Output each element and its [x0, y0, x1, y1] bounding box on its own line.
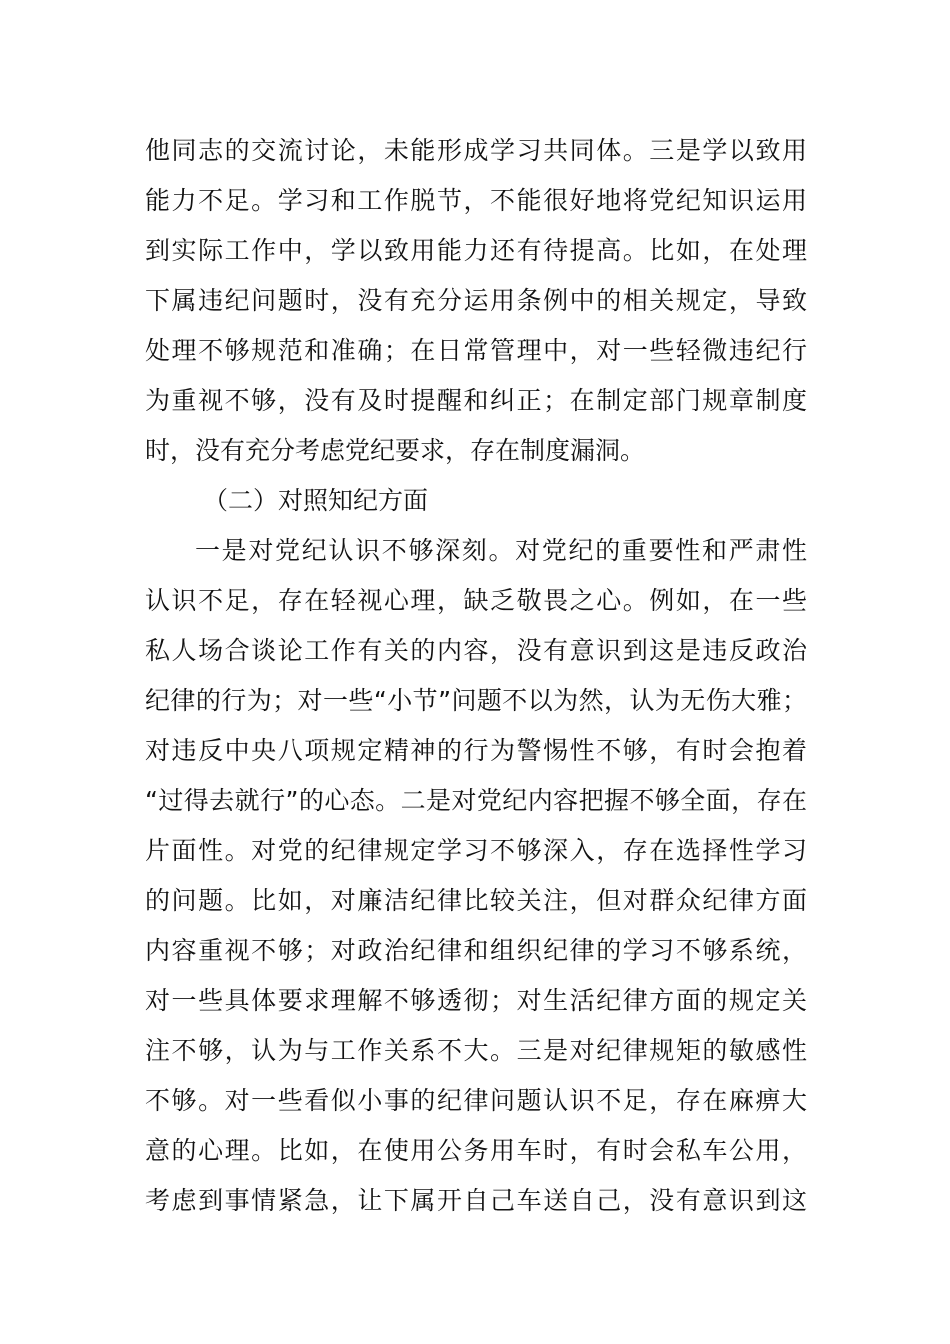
- text-line: 处理不够规范和准确；在日常管理中，对一些轻微违纪行: [145, 336, 807, 365]
- text-line: 的问题。比如，对廉洁纪律比较关注，但对群众纪律方面: [145, 886, 807, 915]
- text-line: 一是对党纪认识不够深刻。对党纪的重要性和严肃性: [195, 536, 807, 565]
- text-line: “过得去就行”的心态。二是对党纪内容把握不够全面，存在: [145, 786, 807, 815]
- text-line: 私人场合谈论工作有关的内容，没有意识到这是违反政治: [145, 636, 807, 665]
- document-body: [145, 126, 807, 1226]
- text-line: 注不够，认为与工作关系不大。三是对纪律规矩的敏感性: [145, 1036, 807, 1065]
- text-line: 为重视不够，没有及时提醒和纠正；在制定部门规章制度: [145, 386, 807, 415]
- text-line: 到实际工作中，学以致用能力还有待提高。比如，在处理: [145, 236, 807, 265]
- text-line: 能力不足。学习和工作脱节，不能很好地将党纪知识运用: [145, 186, 807, 215]
- text-line: 意的心理。比如，在使用公务用车时，有时会私车公用，: [145, 1136, 807, 1165]
- text-line: 下属违纪问题时，没有充分运用条例中的相关规定，导致: [145, 286, 807, 315]
- text-line: 他同志的交流讨论，未能形成学习共同体。三是学以致用: [145, 136, 807, 165]
- text-line: 对违反中央八项规定精神的行为警惕性不够，有时会抱着: [145, 736, 807, 765]
- text-line: 纪律的行为；对一些“小节”问题不以为然，认为无伤大雅；: [145, 686, 807, 715]
- text-line: 片面性。对党的纪律规定学习不够深入，存在选择性学习: [145, 836, 807, 865]
- paragraph-continuation: [145, 126, 807, 476]
- text-line: 不够。对一些看似小事的纪律问题认识不足，存在麻痹大: [145, 1086, 807, 1115]
- text-line: 时，没有充分考虑党纪要求，存在制度漏洞。: [145, 436, 646, 465]
- text-line: 认识不足，存在轻视心理，缺乏敬畏之心。例如，在一些: [145, 586, 807, 615]
- paragraph-body: [145, 526, 807, 1226]
- section-heading: （二）对照知纪方面: [203, 486, 429, 515]
- text-line: 对一些具体要求理解不够透彻；对生活纪律方面的规定关: [145, 986, 807, 1015]
- text-line: 考虑到事情紧急，让下属开自己车送自己，没有意识到这: [145, 1186, 807, 1215]
- text-line: 内容重视不够；对政治纪律和组织纪律的学习不够系统，: [145, 936, 807, 965]
